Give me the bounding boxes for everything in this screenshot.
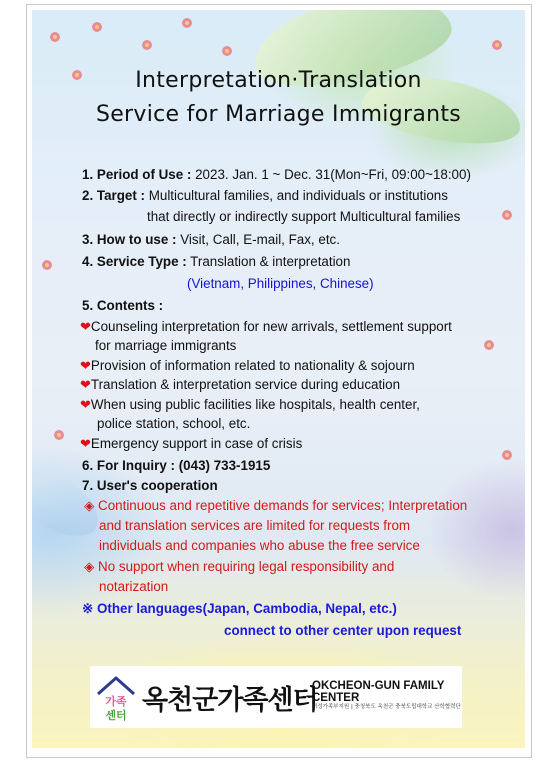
poster-title-line-2: Service for Marriage Immigrants [95,102,462,127]
period-value: 2023. Jan. 1 ~ Dec. 31(Mon~Fri, 09:00~18:00) [191,167,471,182]
heart-icon: ❤ [80,319,91,334]
cooperation-item-continued: and translation services are limited for requests from [99,518,411,533]
flower-decoration [502,450,512,460]
item-target [82,188,448,203]
cooperation-item: ◈ No support when requiring legal responsibility and [84,559,395,574]
logo-english-name: OKCHEON-GUN FAMILY CENTER [312,680,445,704]
contents-item: ❤When using public facilities like hospitals, health center, [80,397,420,412]
flower-decoration [50,32,60,42]
diamond-icon: ◈ [84,559,99,574]
flower-decoration [92,22,102,32]
svg-text:가족: 가족 [105,695,127,708]
heart-icon: ❤ [80,358,91,373]
item-how-to-use [82,232,340,247]
cooperation-item-continued: notarization [99,579,169,594]
flower-decoration [54,430,64,440]
target-label: 2. Target : [82,188,145,203]
type-label: 4. Service Type : [82,254,187,269]
target-value-2: that directly or indirectly support Multicultural families [147,209,461,224]
contents-item: ❤Emergency support in case of crisis [80,436,303,451]
reference-mark-icon: ※ [82,601,97,616]
poster [32,10,525,748]
contents-label: 5. Contents : [82,298,164,313]
contents-item-continued: police station, school, etc. [97,416,251,431]
cooperation-item-continued: individuals and companies who abuse the free service [99,538,420,553]
cooperation-item: ◈ Continuous and repetitive demands for services; Interpretation [84,498,468,513]
flower-decoration [222,46,232,56]
flower-decoration [42,260,52,270]
flower-decoration [502,210,512,220]
heart-icon: ❤ [80,436,91,451]
other-languages-note: ※ Other languages(Japan, Cambodia, Nepal, etc.) [82,601,397,616]
family-center-logo [90,666,462,728]
flower-decoration [142,40,152,50]
flower-decoration [484,340,494,350]
flower-decoration [182,18,192,28]
contents-item: ❤Provision of information related to nationality & sojourn [80,358,415,373]
other-languages-note-continued: connect to other center upon request [224,623,462,638]
flower-decoration [492,40,502,50]
heart-icon: ❤ [80,397,91,412]
logo-korean-name: 옥천군가족센터 [142,685,318,716]
contents-item-continued: for marriage immigrants [95,338,237,353]
house-logo-icon [94,672,138,724]
type-languages: (Vietnam, Philippines, Chinese) [187,276,374,291]
contents-item: ❤Translation & interpretation service during education [80,377,401,392]
poster-title-line-1: Interpretation·Translation [135,68,422,93]
cooperation-label: 7. User's cooperation [82,478,218,493]
contents-item: ❤Counseling interpretation for new arrivals, settlement support [80,319,452,334]
item-inquiry: 6. For Inquiry : (043) 733-1915 [82,458,271,473]
how-label: 3. How to use : [82,232,177,247]
item-period [82,167,471,182]
item-service-type [82,254,350,269]
diamond-icon: ◈ [84,498,99,513]
heart-icon: ❤ [80,377,91,392]
svg-text:센터: 센터 [105,709,127,722]
period-label: 1. Period of Use : [82,167,192,182]
target-value-1: Multicultural families, and individuals or institutions [145,188,448,203]
how-value: Visit, Call, E-mail, Fax, etc. [176,232,340,247]
logo-sub-text: 여성가족부지원 | 충청북도 옥천군 충북도립대학교 산학협력단 [312,704,461,710]
type-value: Translation & interpretation [186,254,351,269]
